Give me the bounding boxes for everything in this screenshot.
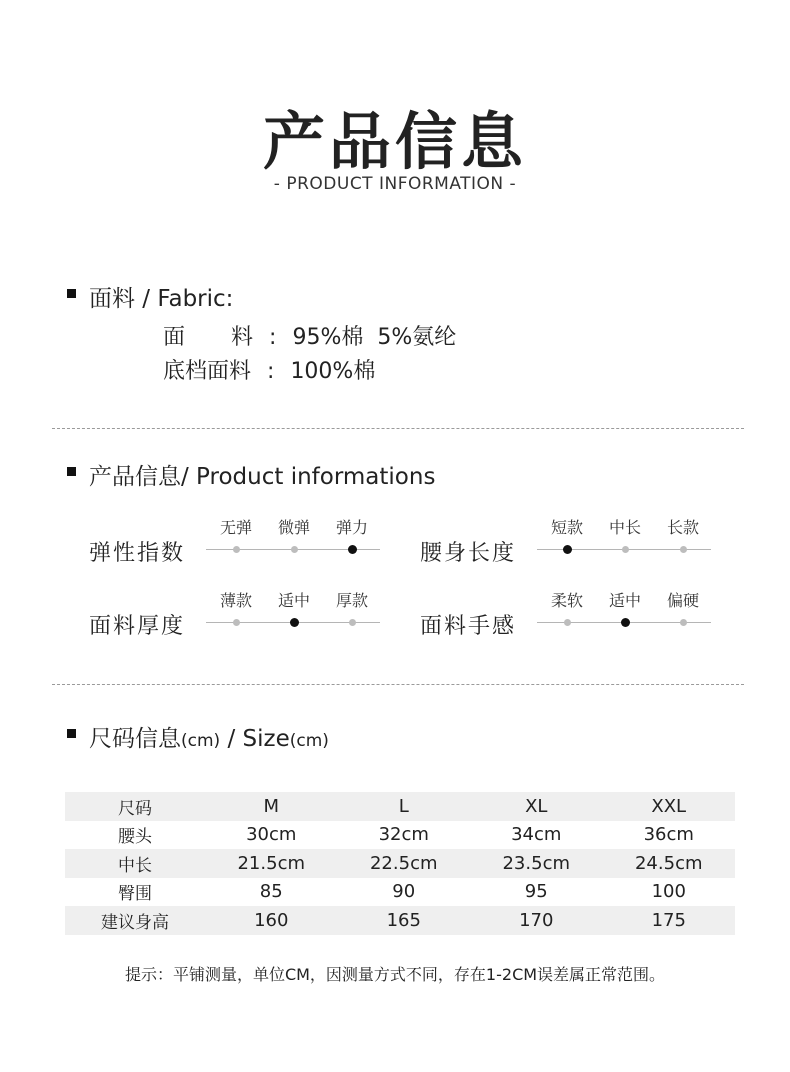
table-cell: 165 [338,906,471,935]
scale-option: 柔软 [550,591,583,610]
table-row [65,906,735,935]
fabric-bullet-icon [67,289,76,298]
elasticity-scale [206,515,380,561]
scale-dot [563,545,572,554]
product-info-heading: 产品信息/ Product informations [89,464,436,490]
scale-dot [291,546,298,553]
size-heading-en: / Size [220,726,290,752]
table-cell: 175 [603,906,736,935]
size-heading [89,720,329,753]
table-cell: 34cm [511,824,562,846]
scale-option: 长款 [666,518,699,537]
fabric-sep: : [269,325,277,350]
scale-dot [290,618,299,627]
table-cell: 23.5cm [470,849,603,878]
measurement-note: 提示：平铺测量，单位CM，因测量方式不同，存在1-2CM误差属正常范围。 [124,965,666,984]
table-header-cell: L [338,792,471,821]
size-heading-main: 尺码信息 [89,726,181,752]
hand-feel-label: 面料手感 [420,614,517,639]
table-header-row [65,792,735,821]
scale-option: 适中 [608,591,641,610]
section-divider [52,684,744,685]
fabric-value: 95%棉 5%氨纶 [292,325,457,350]
scale-dot [621,618,630,627]
size-table [65,792,735,935]
table-row [65,849,735,878]
scale-option: 偏硬 [666,591,699,610]
table-row [65,821,735,850]
fabric-heading: 面料 / Fabric: [89,286,234,312]
length-scale [537,515,711,561]
scale-option: 微弹 [277,518,310,537]
scale-dot [348,545,357,554]
crotch-fabric-label: 底档面料 [163,359,252,384]
table-cell: 24.5cm [603,849,736,878]
scale-option: 适中 [277,591,310,610]
section-divider [52,428,744,429]
table-header-cell: M [205,792,338,821]
size-heading-unit: (cm) [289,731,329,751]
table-cell: 32cm [378,824,429,846]
scale-dot [680,619,687,626]
table-cell: 90 [392,881,416,903]
thickness-scale [206,588,380,634]
table-cell: 22.5cm [338,849,471,878]
fabric-row-main [163,320,456,351]
scale-dot [622,546,629,553]
table-row-label: 臀围 [118,884,152,905]
scale-option: 厚款 [335,591,368,610]
table-cell: 85 [259,881,283,903]
table-header-cell: XL [470,792,603,821]
scale-option: 无弹 [219,518,252,537]
page-title: 产品信息 [262,105,527,178]
table-header-cell: 尺码 [65,792,205,821]
scale-dot [680,546,687,553]
scale-option: 弹力 [335,518,368,537]
scale-option: 薄款 [219,591,252,610]
table-cell: 100 [651,881,686,903]
table-cell: 95 [524,881,548,903]
scale-dot [233,546,240,553]
scale-option: 中长 [608,518,641,537]
page-subtitle: - PRODUCT INFORMATION - [273,174,517,194]
scale-dot [349,619,356,626]
size-bullet-icon [67,729,76,738]
fabric-label-char-2: 料 [231,325,254,350]
table-row-label: 建议身高 [65,906,205,935]
elasticity-label: 弹性指数 [89,541,186,566]
table-cell: 160 [205,906,338,935]
crotch-fabric-sep: : [267,359,275,384]
length-label: 腰身长度 [420,541,517,566]
fabric-row-crotch [163,354,375,385]
crotch-fabric-value: 100%棉 [290,359,376,384]
table-cell: 36cm [643,824,694,846]
product-info-bullet-icon [67,467,76,476]
table-header-cell: XXL [603,792,736,821]
table-cell: 21.5cm [205,849,338,878]
size-heading-unit: (cm) [181,731,221,751]
hand-feel-scale [537,588,711,634]
scale-dot [564,619,571,626]
table-cell: 30cm [246,824,297,846]
scale-dot [233,619,240,626]
table-row [65,878,735,907]
fabric-label-char-1: 面 [163,325,186,350]
table-row-label: 腰头 [118,827,152,848]
table-cell: 170 [470,906,603,935]
scale-option: 短款 [550,518,583,537]
thickness-label: 面料厚度 [89,614,186,639]
table-row-label: 中长 [65,849,205,878]
